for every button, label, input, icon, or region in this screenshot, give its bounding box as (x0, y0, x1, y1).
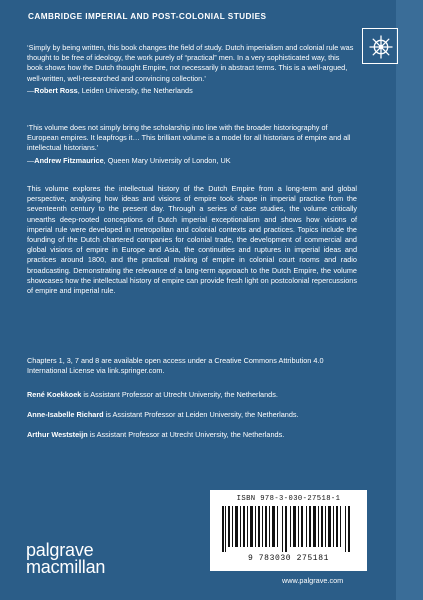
quote-text: ‘Simply by being written, this book changes the field of study. Dutch imperialism and colonial rule was thought to be free of ideology, the work purely of “practical” men. In a very sophisticated way, this book shows how the Dutch thought Empire, not necessarily in abstract terms. This is a well-argued, well-written, well-researched and convincing collection.’ (27, 43, 354, 83)
endorsement-quote-andrew-fitzmaurice (27, 123, 357, 166)
quote-affiliation: , Queen Mary University of London, UK (103, 155, 231, 165)
attribution-dash: — (27, 155, 35, 165)
quote-attribution (27, 156, 357, 166)
series-title: CAMBRIDGE IMPERIAL AND POST-COLONIAL STUDIES (28, 12, 267, 21)
editor-bio-anne-isabelle-richard (27, 410, 357, 420)
spine-edge (396, 0, 423, 600)
quote-affiliation: , Leiden University, the Netherlands (77, 85, 193, 95)
isbn-barcode-panel (210, 490, 367, 571)
editor-name: René Koekkoek (27, 390, 82, 399)
editor-bio-arthur-weststeijn (27, 430, 357, 440)
quote-attribution (27, 86, 357, 96)
book-description: This volume explores the intellectual history of the Dutch Empire from a long-term and global perspective, analysing how ideas and visions of empire took shape in imperial practice from the seventeenth century to the present day. Through a series of case studies, the volume critically unearths deep-rooted conceptions of Dutch imperial exceptionalism and shows how visions of imperial rule were developed in metropolitan and colonial contexts and practices. Topics include the founding of the Dutch chartered companies for colonial trade, the development of commercial and global visions of empire in Europe and Asia, the continuities and ruptures in imperial ideas and practices around 1800, and the practical making of empire in colonial court rooms and radio broadcasting. Demonstrating the relevance of a long-term approach to the Dutch Empire, the volume showcases how the intellectual history of empire can provide fresh light on postcolonial repercussions of empire and imperial rule. (27, 184, 357, 296)
publisher-logo-line-1: palgrave (26, 540, 94, 560)
editor-bio-text: is Assistant Professor at Utrecht University, the Netherlands. (81, 390, 278, 399)
attribution-dash: — (27, 85, 35, 95)
quote-text: ‘This volume does not simply bring the scholarship into line with the broader historiography of European empires. It leapfrogs it… This brilliant volume is a model for all historians of empire and all intellectual historians.’ (27, 123, 351, 153)
barcode-icon (222, 506, 350, 552)
springer-link-open-access-icon (362, 28, 398, 64)
editor-bio-text: is Assistant Professor at Utrecht University, the Netherlands. (87, 430, 285, 439)
editor-name: Arthur Weststeijn (27, 430, 88, 439)
endorsement-quote-robert-ross (27, 43, 357, 96)
editor-bio-rene-koekkoek (27, 390, 357, 400)
barcode-digits: 9 783030 275181 (247, 554, 329, 563)
editor-bio-text: is Assistant Professor at Leiden University, the Netherlands. (103, 410, 299, 419)
quote-author: Andrew Fitzmaurice (34, 155, 104, 165)
publisher-website: www.palgrave.com (282, 576, 344, 585)
isbn-label: ISBN 978-3-030-27518-1 (236, 495, 341, 503)
open-access-note: Chapters 1, 3, 7 and 8 are available open access under a Creative Commons Attribution 4.0 International License via link.springer.com. (27, 356, 324, 376)
editor-name: Anne-Isabelle Richard (27, 410, 104, 419)
quote-author: Robert Ross (34, 85, 78, 95)
publisher-logo (26, 542, 105, 576)
publisher-logo-line-2: macmillan (26, 557, 106, 577)
